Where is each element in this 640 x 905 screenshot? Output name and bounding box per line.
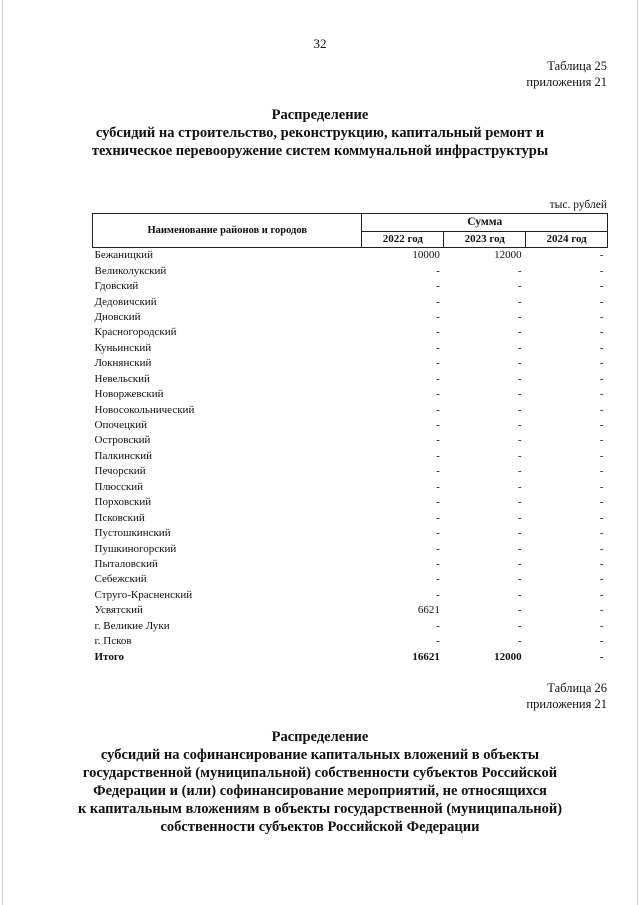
amount-2022-cell: - [436,372,440,385]
amount-2024-cell: - [599,604,604,617]
table-row [93,279,608,294]
amount-2024-cell: - [599,619,604,632]
total-row [93,649,608,664]
amount-2023-cell: - [517,388,522,401]
amount-2023-cell: - [517,588,522,601]
amount-2023-cell: - [517,449,522,462]
amount-2023-cell: - [517,480,522,493]
amount-2022-cell: - [436,635,440,648]
amount-2022-cell: - [436,573,440,586]
unit-label: тыс. рублей [549,199,607,211]
district-name-cell: Палкинский [94,449,153,462]
table-row [93,541,608,556]
amount-2022-cell: - [436,542,440,555]
table-row [93,588,608,603]
amount-2024-cell: - [599,264,604,277]
amount-2024-cell: - [599,573,604,586]
amount-2023-cell: - [517,542,522,555]
amount-2024-cell: - [599,357,604,370]
amount-2023-cell: - [517,280,522,293]
amount-2023-cell: - [517,357,522,370]
table-row [93,387,608,402]
scan-edge-left [2,0,3,905]
table-row [93,356,608,371]
district-name-cell: Пушкиногорский [94,542,177,555]
amount-2022-cell: - [436,341,440,354]
amount-2022-cell: - [436,388,440,401]
amount-2024-cell: - [599,465,604,478]
table-row [93,495,608,510]
table-row [93,464,608,479]
district-name-cell: Великолукский [94,264,167,277]
amount-2024-cell: - [599,449,604,462]
district-name-cell: Плюсский [94,480,144,493]
table-row [93,557,608,572]
amount-2023-cell: - [517,434,522,447]
district-name-cell: Дновский [94,310,141,323]
district-name-cell: г. Великие Луки [94,619,170,632]
table-row [93,294,608,309]
column-header-name: Наименование районов и городов [93,214,362,248]
district-name-cell: Дедовичский [94,295,157,308]
amount-2022-cell: - [436,357,440,370]
amount-2023-cell: - [517,372,522,385]
amount-2022-cell: - [436,419,440,432]
amount-2024-cell: - [599,434,604,447]
amount-2024-cell: - [599,557,604,570]
amount-2024-cell: - [599,635,604,648]
amount-2023-cell: - [517,341,522,354]
amount-2022-cell: - [436,310,440,323]
district-name-cell: Гдовский [94,280,139,293]
district-name-cell: г. Псков [94,635,132,648]
table25-title-line3: техническое перевооружение систем коммунальной инфраструктуры [91,143,549,159]
amount-2023-cell: - [517,557,522,570]
scan-edge-right [637,0,638,905]
amount-2024-cell: - [599,403,604,416]
amount-2022-cell: - [436,295,440,308]
amount-2024-cell: - [599,372,604,385]
table26-reference [526,680,607,712]
table26-title [60,728,580,836]
table-row [93,418,608,433]
amount-2023-cell: - [517,619,522,632]
table-row [93,263,608,278]
district-name-cell: Усвятский [94,604,143,617]
subsidy-table [92,213,608,665]
table25-ref-line2: приложения 21 [526,75,607,89]
district-name-cell: Куньинский [94,341,152,354]
amount-2022-cell: - [436,403,440,416]
amount-2023-cell: - [517,310,522,323]
amount-2022-cell: - [436,511,440,524]
amount-2023-cell: - [517,511,522,524]
table26-title-line3: государственной (муниципальной) собственности субъектов Российской [82,765,558,781]
amount-2022-cell: - [436,449,440,462]
table26-title-line6: собственности субъектов Российской Федерации [160,819,480,835]
district-name-cell: Островский [94,434,151,447]
amount-2022-cell: 16621 [412,650,440,663]
amount-2023-cell: - [517,264,522,277]
amount-2022-cell: - [436,557,440,570]
district-name-cell: Итого [94,650,125,663]
amount-2022-cell: - [436,465,440,478]
table-row [93,325,608,340]
amount-2022-cell: - [436,480,440,493]
amount-2023-cell: 12000 [494,650,522,663]
amount-2024-cell: - [599,295,604,308]
page-number: 32 [313,36,327,51]
amount-2024-cell: - [599,326,604,339]
amount-2023-cell: 12000 [494,249,522,262]
table26-ref-line1: Таблица 26 [547,681,607,695]
table-row [93,619,608,634]
amount-2023-cell: - [517,573,522,586]
table25-title [60,106,580,160]
district-name-cell: Новосокольнический [94,403,195,416]
district-name-cell: Псковский [94,511,145,524]
district-name-cell: Локнянский [94,357,152,370]
table-row [93,449,608,464]
district-name-cell: Порховский [94,496,152,509]
table-row [93,310,608,325]
table-row [93,603,608,618]
table26-title-line5: к капитальным вложениям в объекты государственной (муниципальной) [77,801,563,817]
amount-2022-cell: - [436,588,440,601]
amount-2024-cell: - [599,588,604,601]
amount-2022-cell: - [436,326,440,339]
table-body [93,248,608,665]
amount-2024-cell: - [599,650,604,663]
amount-2024-cell: - [599,527,604,540]
amount-2023-cell: - [517,527,522,540]
district-name-cell: Бежаницкий [94,249,153,262]
amount-2022-cell: - [436,280,440,293]
amount-2023-cell: - [517,635,522,648]
table-row [93,510,608,525]
amount-2023-cell: - [517,326,522,339]
table-row [93,341,608,356]
amount-2023-cell: - [517,295,522,308]
table25-title-line1: Распределение [271,107,369,123]
table-row [93,433,608,448]
amount-2022-cell: - [436,496,440,509]
amount-2024-cell: - [599,542,604,555]
district-name-cell: Печорский [94,465,146,478]
amount-2024-cell: - [599,280,604,293]
table26-title-line1: Распределение [271,729,369,745]
table-row [93,572,608,587]
table26-title-line4: Федерации и (или) софинансирование мероприятий, не относящихся [93,783,547,799]
column-header-2023: 2023 год [444,231,526,248]
district-name-cell: Струго-Красненский [94,588,193,601]
table26-title-line2: субсидий на софинансирование капитальных вложений в объекты [100,747,540,763]
amount-2022-cell: - [436,619,440,632]
amount-2023-cell: - [517,403,522,416]
amount-2022-cell: 10000 [412,249,440,262]
district-name-cell: Новоржевский [94,388,164,401]
amount-2023-cell: - [517,419,522,432]
table-row [93,634,608,649]
table-row [93,248,608,264]
amount-2024-cell: - [599,388,604,401]
amount-2024-cell: - [599,511,604,524]
amount-2022-cell: - [436,527,440,540]
table26-ref-line2: приложения 21 [526,697,607,711]
table-row [93,402,608,417]
amount-2024-cell: - [599,480,604,493]
amount-2024-cell: - [599,496,604,509]
amount-2023-cell: - [517,604,522,617]
district-name-cell: Себежский [94,573,147,586]
district-name-cell: Невельский [94,372,150,385]
table25-title-line2: субсидий на строительство, реконструкцию, капитальный ремонт и [95,125,545,141]
amount-2022-cell: 6621 [417,604,440,617]
amount-2022-cell: - [436,264,440,277]
table25-ref-line1: Таблица 25 [547,59,607,73]
amount-2023-cell: - [517,465,522,478]
district-name-cell: Опочецкий [94,419,147,432]
district-name-cell: Пыталовский [94,557,158,570]
amount-2024-cell: - [599,310,604,323]
table-row [93,480,608,495]
column-header-sum: Сумма [362,214,608,232]
amount-2024-cell: - [599,419,604,432]
amount-2023-cell: - [517,496,522,509]
district-name-cell: Пустошкинский [94,527,171,540]
column-header-2024: 2024 год [526,231,608,248]
district-name-cell: Красногородский [94,326,177,339]
amount-2022-cell: - [436,434,440,447]
table-row [93,526,608,541]
amount-2024-cell: - [599,249,604,262]
table25-reference [526,58,607,90]
amount-2024-cell: - [599,341,604,354]
table-row [93,372,608,387]
column-header-2022: 2022 год [362,231,444,248]
